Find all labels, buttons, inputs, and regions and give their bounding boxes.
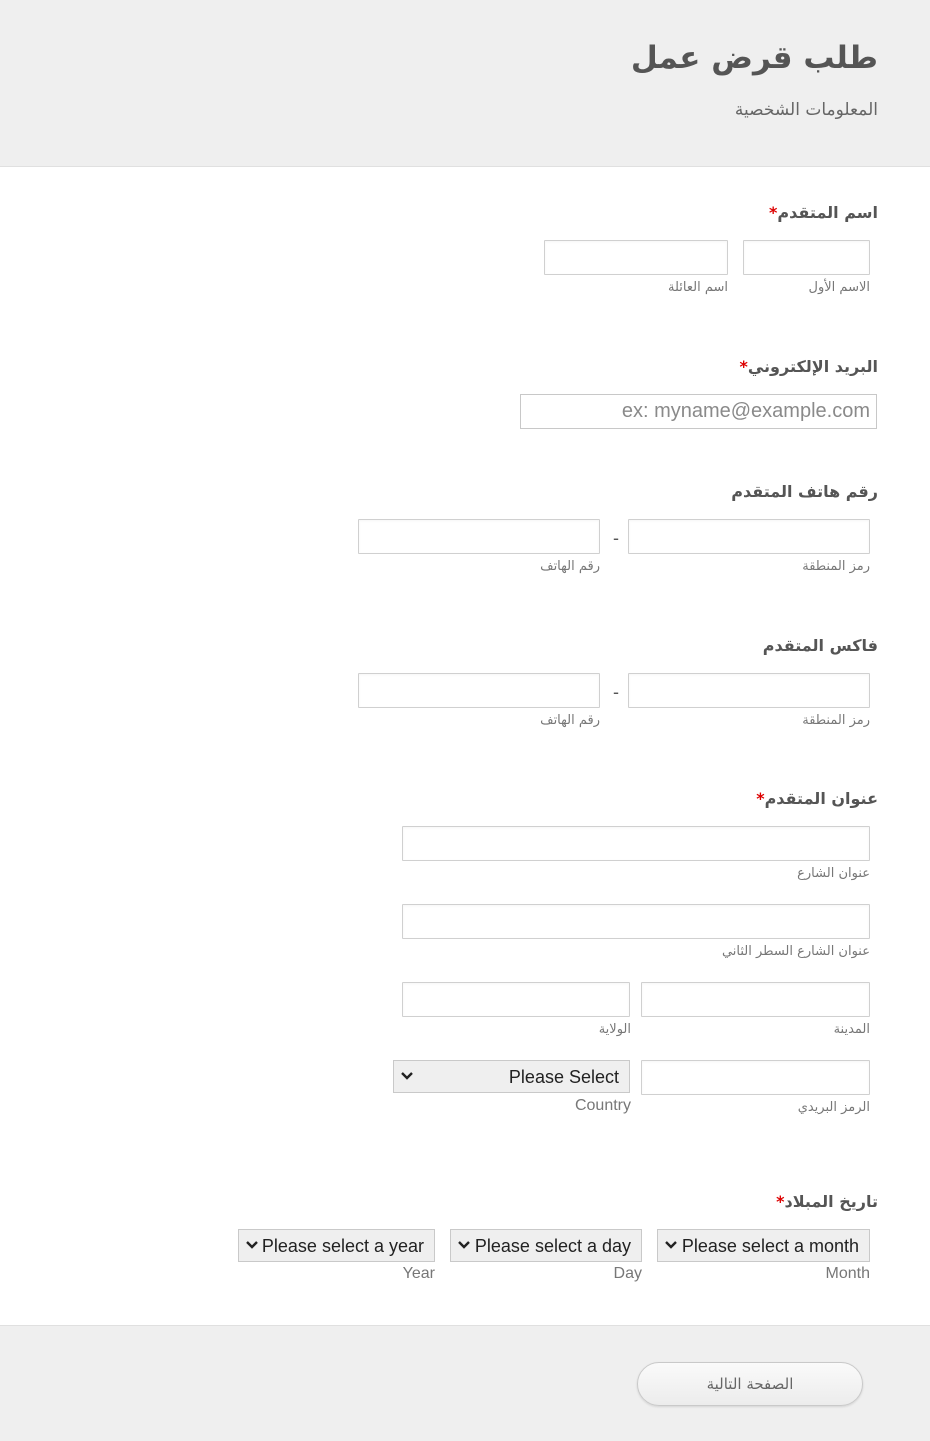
- phone-label: رقم هاتف المتقدم: [731, 482, 878, 501]
- year-select-value: Please select a year: [261, 1236, 424, 1256]
- chevron-down-icon: [245, 1238, 259, 1252]
- month-sublabel: Month: [825, 1265, 870, 1282]
- state-sublabel: الولاية: [598, 1022, 631, 1037]
- phone-area-code-input[interactable]: [628, 519, 870, 554]
- fax-separator: -: [613, 682, 619, 702]
- chevron-down-icon: [457, 1238, 471, 1252]
- required-mark: *: [769, 203, 778, 222]
- fax-label: فاكس المتقدم: [762, 636, 878, 655]
- street-address-line2-sublabel: عنوان الشارع السطر الثاني: [721, 944, 870, 959]
- year-select[interactable]: [238, 1229, 435, 1262]
- fax-number-sublabel: رقم الهاتف: [540, 713, 600, 728]
- name-label: [769, 203, 878, 222]
- phone-number-input[interactable]: [358, 519, 600, 554]
- last-name-sublabel: اسم العائلة: [668, 280, 728, 295]
- chevron-down-icon: [664, 1238, 678, 1252]
- email-label-text: البريد الإلكتروني: [747, 357, 878, 376]
- country-select[interactable]: [393, 1060, 630, 1093]
- email-input[interactable]: [520, 394, 877, 429]
- city-sublabel: المدينة: [833, 1022, 870, 1037]
- required-mark: *: [739, 357, 748, 376]
- fax-number-input[interactable]: [358, 673, 600, 708]
- next-page-button[interactable]: الصفحة التالية: [637, 1362, 863, 1406]
- year-sublabel: Year: [402, 1265, 435, 1282]
- state-input[interactable]: [402, 982, 630, 1017]
- last-name-input[interactable]: [544, 240, 728, 275]
- phone-separator: -: [613, 528, 619, 548]
- fax-area-sublabel: رمز المنطقة: [802, 713, 870, 728]
- birthdate-label: [776, 1192, 878, 1211]
- form-title: طلب قرض عمل: [630, 40, 878, 76]
- day-sublabel: Day: [613, 1265, 642, 1282]
- required-mark: *: [776, 1192, 785, 1211]
- address-label: [756, 789, 878, 808]
- birthdate-label-text: تاريخ المبلاد: [784, 1192, 878, 1211]
- address-label-text: عنوان المتقدم: [764, 789, 878, 808]
- first-name-input[interactable]: [743, 240, 870, 275]
- day-select[interactable]: [450, 1229, 642, 1262]
- form-subtitle: المعلومات الشخصية: [734, 100, 878, 120]
- zip-code-input[interactable]: [641, 1060, 870, 1095]
- country-select-value: Please Select: [508, 1067, 619, 1087]
- email-label: [739, 357, 878, 376]
- street-address-input[interactable]: [402, 826, 870, 861]
- required-mark: *: [756, 789, 765, 808]
- first-name-sublabel: الاسم الأول: [808, 280, 870, 295]
- zip-code-sublabel: الرمز البريدي: [797, 1100, 870, 1115]
- day-select-value: Please select a day: [474, 1236, 631, 1256]
- month-select[interactable]: [657, 1229, 870, 1262]
- month-select-value: Please select a month: [681, 1236, 859, 1256]
- street-address-line2-input[interactable]: [402, 904, 870, 939]
- fax-area-code-input[interactable]: [628, 673, 870, 708]
- form-footer: [0, 1325, 930, 1441]
- phone-number-sublabel: رقم الهاتف: [540, 559, 600, 574]
- phone-area-sublabel: رمز المنطقة: [802, 559, 870, 574]
- city-input[interactable]: [641, 982, 870, 1017]
- name-label-text: اسم المتقدم: [777, 203, 878, 222]
- street-address-sublabel: عنوان الشارع: [797, 866, 870, 881]
- chevron-down-icon: [400, 1069, 414, 1083]
- country-sublabel: Country: [574, 1097, 631, 1114]
- form-header: [0, 0, 930, 167]
